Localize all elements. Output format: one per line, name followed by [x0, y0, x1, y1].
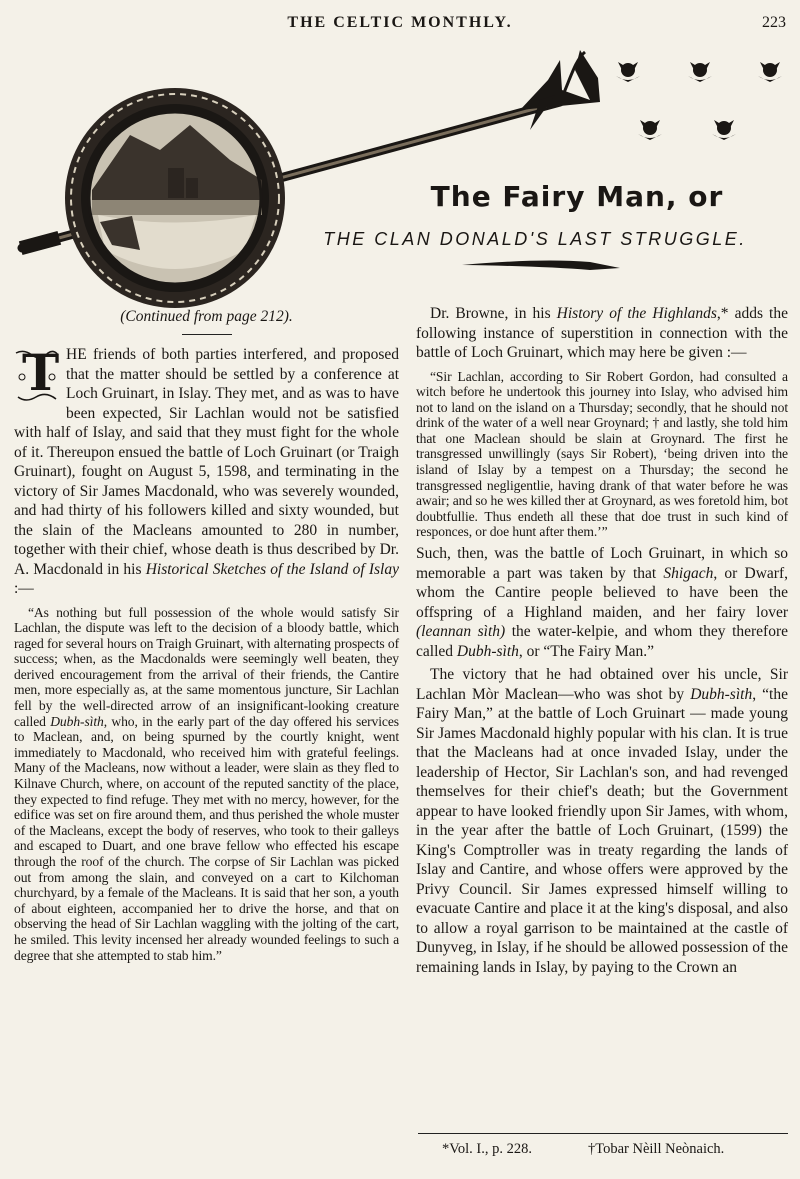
- running-head: [0, 14, 800, 38]
- continued-note: (Continued from page 212).: [120, 308, 293, 325]
- paragraph-text: the water-kelpie, and whom they therefore called: [416, 623, 789, 660]
- paragraph-text: , or “The Fairy Man.”: [518, 642, 655, 660]
- left-column: [14, 300, 399, 963]
- paragraph-text: The victory that he had obtained over his uncle, Sir Lachlan Mòr Maclean—who was shot by: [416, 666, 788, 703]
- battle-paragraph: [416, 544, 788, 661]
- paragraph-text: ,* adds the following instance of superstition in connection with the battle of Loch Gruinart, which may here be given :—: [416, 305, 788, 361]
- shield-icon: [65, 88, 285, 308]
- italic-term: (leannan sìth): [416, 623, 506, 641]
- article-subtitle: THE CLAN DONALD'S LAST STRUGGLE.: [323, 229, 747, 249]
- footnote-rule: [418, 1133, 788, 1134]
- footnote-1: *Vol. I., p. 228.: [442, 1141, 532, 1157]
- italic-term: Shigach: [663, 564, 714, 582]
- browne-paragraph: [416, 304, 788, 363]
- quote-text: , who, in the early part of the day offered his services to Maclean, and, on being spurned by the courtly knight, went immediately to Macdonald, who received him with grateful feelings. Many of the Macleans, now without a leader, were slain as they fled to Kilnave Church, where, on account of the reputed sanctity of the place, they expected to find refuge. They met with no mercy, however, for the edifice was set on fire around them, and thus perished the whole muster of the Macleans, except the body of reserves, who took to their galleys and escaped to Duart, and one brave fellow who effected his escape through the roof of the church. The corpse of Sir Lachlan was picked out from among the slain, and conveyed on a cart to Kilchoman churchyard, by a female of the Macleans. It is said that her son, a youth of about eighteen, accompanied her to drive the horse, and that on observing the head of Sir Lachlan waggling with the jolting of the cart, he smiled. This levity incensed her already wounded feelings to such a degree that she attempted to stab him.”: [14, 713, 399, 963]
- paragraph-text: , or Dwarf, whom the Cantire people believed to have been the offspring of a Highland maiden, and her fairy lover: [416, 564, 788, 621]
- footnote-2: †Tobar Nèill Neònaich.: [588, 1141, 725, 1157]
- article-title: The Fairy Man, or: [430, 180, 724, 213]
- paragraph-text: Dr. Browne, in his: [430, 305, 557, 322]
- victory-paragraph: [416, 665, 788, 977]
- paragraph-text: :—: [14, 580, 34, 597]
- italic-term: Dubh-sìth: [456, 642, 519, 660]
- opening-paragraph: [14, 345, 399, 599]
- thistle-icon: [616, 62, 782, 140]
- quote-paragraph: “Sir Lachlan, according to Sir Robert Gordon, had consulted a witch before he undertook this journey into Islay, who advised him not to land on the island on a Thursday; secondly, that he should not drink of the water of a well near Groynard; † and lastly, she told him that one Maclean should be slain at Groynard. The first he transgressed unwillingly (says Sir Robert), ‘being driven into the island of Islay by a tempest on a Thursday; the second he transgressed negligentlie, having drank of that water before he was awair; and so he wes killed ther at Groynard, as wes foretold him, bot doubtfullie. Thus endeth all these that doe trust in such kind of responces, or doe hunt after them.’”: [416, 368, 788, 540]
- header-illustration: [0, 40, 800, 310]
- running-title: THE CELTIC MONTHLY.: [287, 14, 513, 31]
- divider: [182, 334, 232, 335]
- flourish-icon: [462, 261, 620, 270]
- paragraph-text: Such, then, was the battle of Loch Gruinart, in which so memorable a part was taken by that: [416, 545, 788, 582]
- book-title: History of the Highlands: [556, 305, 717, 322]
- italic-term: Dubh-sìth: [50, 713, 104, 729]
- dropcap: [14, 343, 60, 405]
- italic-term: Dubh-sìth: [690, 685, 753, 703]
- book-title: Historical Sketches of the Island of Islay: [145, 560, 399, 578]
- quote-paragraph: [14, 605, 399, 964]
- quote-text: “As nothing but full possession of the whole would satisfy Sir Lachlan, the dispute was left to the decision of a bloody battle, which raged for several hours on Traigh Gruinart, with alternating prospects of success; when, as the Macdonalds were seemingly well beaten, they derived encouragement from the arrival of their friends, the Cantire men, more especially as, at the same momentous juncture, Sir Lachlan fell by the well-directed arrow of an insignificant-looking creature called: [14, 604, 399, 729]
- paragraph-text: HE friends of both parties interfered, and proposed that the matter should be settled by a conference at Loch Gruinart, in Islay. They met, and as was to have been expected, Sir Lachlan would not be satisfied with half of Islay, and said that they must fight for the whole of it. Thereupon ensued the battle of Loch Gruinart (or Traigh Gruinart), fought on August 5, 1598, and terminating in the victory of Sir James Macdonald, who was severely wounded, and had thirty of his followers killed and sixty wounded, but the slain of the Macleans amounted to 280 in number, together with their chief, whose death is thus described by Dr. A. Macdonald in his: [14, 346, 399, 578]
- page-number: 223: [762, 14, 786, 31]
- dropcap-letter: T: [22, 343, 60, 402]
- right-column: [416, 300, 788, 977]
- paragraph-text: , “the Fairy Man,” at the battle of Loch Gruinart — made young Sir James Macdonald highly popular with his clan. It is true that the Macleans had at once invaded Islay, under the leadership of Hector, Sir Lachlan's son, and had revenged themselves for their chief's death; but the Government appear to have looked friendly upon Sir James, with whom, in the year after the battle of Loch Gruinart, (1599) the King's Comptroller was in treaty regarding the lands of Islay and Cantire, and whose offers were approved by the Privy Council. Sir James expressed himself willing to evacuate Cantire and place it at the king's disposal, and also to allow a royal garrison to be maintained at the castle of Dunyveg, in Islay, if he should be allowed possession of the remaining lands in Islay, by paying to the Crown an: [416, 685, 788, 976]
